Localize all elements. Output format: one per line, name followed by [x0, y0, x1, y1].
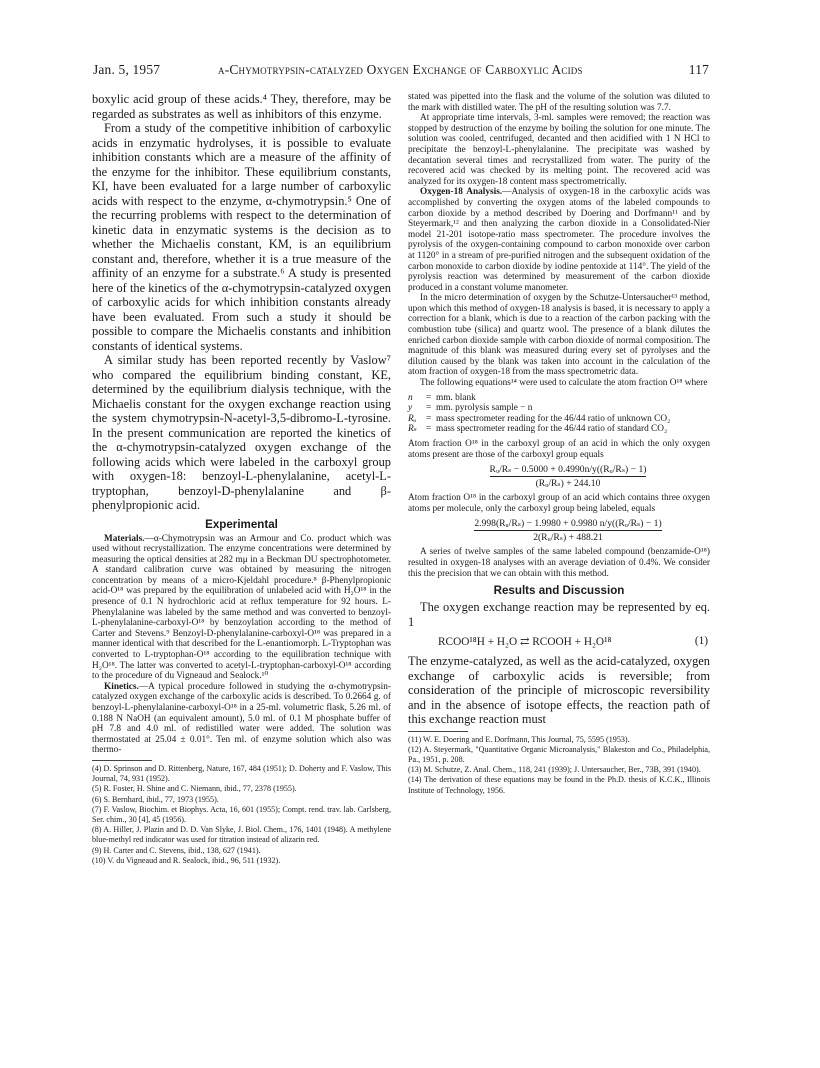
- definition-row: Rₛ = mass spectrometer reading for the 46/44 ratio of standard CO₂: [408, 424, 710, 435]
- paragraph: Atom fraction O¹⁸ in the carboxyl group of an acid in which the only oxygen atoms present are those of the carboxyl group equals: [408, 439, 710, 460]
- section-heading-experimental: Experimental: [205, 517, 278, 531]
- paragraph-text: —α-Chymotrypsin was an Armour and Co. product which was used without recrystallization. The enzyme concentrations were determined by measuring the optical densities at 282 mμ in a Beckman DU spectrophotometer. A standard calibration curve was obtained by measuring the nitrogen concentration by means of a micro-Kjeldahl procedure.⁸ β-Phenylpropionic acid-O¹⁸ was prepared by the equilibration of unlabeled acid with H₂O¹⁸ in the presence of 0.1 N hydrochloric acid at reflux temperature for 92 hours. L-Phenylalanine was labeled by the same method and was converted to benzoyl-L-phenylalanine-carboxyl-O¹⁸ by benzoylation according to the method of Carter and Stevens.⁹ Benzoyl-D-phenylalanine-carboxyl-O¹⁸ was prepared in a manner identical with that described for the L-enantiomorph. L-Tryptophan was converted to L-tryptophan-O¹⁸ according to the equilibration technique with H₂O¹⁸. The latter was converted to acetyl-L-tryptophan-carboxyl-O¹⁸ according to the procedure of du Vigneaud and Sealock.¹⁰: [92, 533, 391, 682]
- footnote: (7) F. Vaslow, Biochim. et Biophys. Acta, 16, 601 (1955); Compt. rend. trav. lab. Carlsberg, Ser. chim., 30 [4], 45 (1956).: [92, 804, 391, 824]
- reaction-equation: [438, 635, 708, 648]
- paragraph: In the micro determination of oxygen by the Schutze-Untersaucher¹³ method, upon which this method of oxygen-18 analysis is based, it is necessary to apply a correction for a blank, which is due to a reaction of the carbon packing with the combustion tube (silica) and quartz wool. The presence of a blank dilutes the enriched carbon dioxide sample with carbon dioxide of normal composition. The magnitude of this blank was measured during every set of pyrolyses and the dilution caused by the blank was taken into account in the calculation of the atom fraction of oxygen-18 from the mass spectrometric data.: [408, 293, 710, 378]
- symbol: n: [408, 392, 413, 403]
- definition-row: n = mm. blank: [408, 393, 710, 404]
- paragraph: The oxygen exchange reaction may be represented by eq. 1: [408, 600, 710, 629]
- reaction-formula: RCOO¹⁸H + H₂O ⇄ RCOOH + H₂O¹⁸: [438, 636, 612, 649]
- issue-date: Jan. 5, 1957: [93, 62, 161, 77]
- footnote-rule: [92, 760, 152, 761]
- footnote: (10) V. du Vigneaud and R. Sealock, ibid., 96, 511 (1932).: [92, 855, 281, 865]
- equation-numerator: 2.998(Rᵤ/Rₛ) − 1.9980 + 0.9980 n/y((Rᵤ/Rₛ) − 1): [474, 518, 662, 530]
- run-in-heading: Materials.: [104, 533, 145, 544]
- paragraph: Atom fraction O¹⁸ in the carboxyl group of an acid which contains three oxygen atoms per molecule, only the carboxyl group being labeled, equals: [408, 493, 710, 514]
- footnote: (11) W. E. Doering and E. Dorfmann, This Journal, 75, 5595 (1953).: [408, 734, 630, 744]
- paragraph: The enzyme-catalyzed, as well as the acid-catalyzed, oxygen exchange of carboxylic acids is reversible; from consideration of the principle of microscopic reversibility and in the absence of isotope effects, the reaction path of this exchange reaction must: [408, 654, 710, 727]
- running-title: α-Chymotrypsin-catalyzed Oxygen Exchange of Carboxylic Acids: [218, 62, 583, 77]
- paragraph-text: —Analysis of oxygen-18 in the carboxylic acids was accomplished by converting the oxygen atoms of the labeled compounds to carbon dioxide by a method described by Doering and Dorfmann¹¹ and by Steyermark,¹² and then analyzing the carbon dioxide in a Consolidated-Nier model 21-201 isotope-ratio mass spectrometer. The procedure involves the pyrolysis of the oxygen-containing compound to carbon monoxide over carbon at 1120° in a stream of pre-purified nitrogen and the subsequent oxidation of the carbon monoxide to carbon dioxide by iodine pentoxide at 114°. The yield of the pyrolysis reaction was determined by measurement of the carbon dioxide produced in a constant volume manometer.: [408, 187, 710, 293]
- left-column: [92, 92, 391, 866]
- symbol: Rₛ: [408, 424, 417, 435]
- definition-row: y = mm. pyrolysis sample − n: [408, 403, 710, 414]
- paragraph: From a study of the competitive inhibition of carboxylic acids in enzymatic hydrolyses, it is possible to evaluate inhibition constants which are a measure of the affinity of the enzyme for the inhibitor. These equilibrium constants, KI, have been evaluated for a large number of carboxylic acids with respect to the enzyme, α-chymotrypsin.⁵ One of the recurring problems with respect to the determination of kinetic data in enzymatic systems is the decision as to whether the Michaelis constant, KM, is an equilibrium constant and, therefore, whether it is a true measure of the affinity of an enzyme for a substrate.⁶ A study is presented here of the kinetics of the α-chymotrypsin-catalyzed oxygen of carboxylic acids for which inhibition constants already have been evaluated. From such a study it should be possible to compare the Michaelis constants and inhibition constants of identical systems.: [92, 121, 391, 353]
- section-heading-results: Results and Discussion: [493, 584, 625, 598]
- footnote: (14) The derivation of these equations may be found in the Ph.D. thesis of K.C.K., Illinois Institute of Technology, 1956.: [408, 775, 710, 795]
- paragraph-kinetics: [92, 682, 391, 756]
- equation-number: (1): [694, 635, 708, 648]
- paragraph: stated was pipetted into the flask and the volume of the solution was diluted to the mark with distilled water. The pH of the resulting solution was 7.7.: [408, 92, 710, 113]
- footnote-rule: [408, 731, 468, 732]
- definition: mm. pyrolysis sample − n: [436, 403, 533, 414]
- paragraph: boxylic acid group of these acids.⁴ They, therefore, may be regarded as substrates as well as inhibitors of this enzyme.: [92, 92, 391, 121]
- footnote: (4) D. Sprinson and D. Rittenberg, Nature, 167, 484 (1951); D. Doherty and F. Vaslow, This Journal, 74, 931 (1952).: [92, 763, 391, 784]
- running-header: [93, 62, 709, 84]
- paragraph: A series of twelve samples of the same labeled compound (benzamide-O¹⁸) resulted in oxygen-18 analyses with an average deviation of 0.4%. We consider this the precision that we can obtain with this method.: [408, 547, 710, 579]
- footnote: (9) H. Carter and C. Stevens, ibid., 138, 627 (1941).: [92, 845, 261, 855]
- equation-two-oxygen: [438, 464, 698, 489]
- equation-denominator: 2(Rᵤ/Rₛ) + 488.21: [533, 532, 603, 544]
- equation-denominator: (Rᵤ/Rₛ) + 244.10: [535, 478, 601, 490]
- paragraph-oxygen-analysis: [408, 187, 710, 293]
- symbol: Rᵤ: [408, 413, 417, 424]
- footnote: (8) A. Hiller, J. Plazin and D. D. Van Slyke, J. Biol. Chem., 176, 1401 (1948). A methylene blue-methyl red indicator was used for titration instead of alizarin red.: [92, 825, 391, 845]
- paragraph: At appropriate time intervals, 3-ml. samples were removed; the reaction was stopped by destruction of the enzyme by boiling the solution for one minute. The solution was cooled, centrifuged, decanted and then acidified with 1 N HCl to precipitate the benzoyl-L-phenylalanine. The precipitate was washed by decantation several times and recrystallized from water. The purity of the recovered acid was checked by its melting point. The recovered acid was analyzed for its oxygen-18 content mass spectrometrically.: [408, 113, 710, 187]
- right-column: [408, 92, 710, 796]
- equation-numerator: Rᵤ/Rₛ − 0.5000 + 0.4990n/y((Rᵤ/Rₛ) − 1): [489, 464, 647, 476]
- run-in-heading: Kinetics.: [104, 681, 139, 692]
- footnote: (13) M. Schutze, Z. Anal. Chem., 118, 241 (1939); J. Untersaucher, Ber., 73B, 391 (1940).: [408, 765, 701, 775]
- equation-three-oxygen: [438, 518, 698, 543]
- footnote: (6) S. Bernhard, ibid., 77, 1973 (1955).: [92, 794, 219, 804]
- paragraph-text: —A typical procedure followed in studying the α-chymotrypsin-catalyzed oxygen exchange of the carboxylic acids is described. To 0.2664 g. of benzoyl-L-phenylalanine-carboxyl-O¹⁸ in a 25-ml. volumetric flask, 5.26 ml. of 0.188 N NaOH (an equivalent amount), 5.0 ml. of 0.1 M phosphate buffer of pH 7.8 and 4.0 ml. of redistilled water were added. The solution was thermostated at 25.04 ± 0.01°. Ten ml. of enzyme solution which also was thermo-: [92, 681, 391, 756]
- footnote: (5) R. Foster, H. Shine and C. Niemann, ibid., 77, 2378 (1955).: [92, 784, 297, 794]
- paragraph: A similar study has been reported recently by Vaslow⁷ who compared the equilibrium binding constant, KE, determined by the equilibrium dialysis technique, with the Michaelis constant for the oxygen exchange reaction using the system chymotrypsin-N-acetyl-3,5-dibromo-L-tyrosine. In the present communication are reported the kinetics of the α-chymotrypsin-catalyzed oxygen exchange of the following acids which were labeled in the carboxyl group with oxygen-18: benzoyl-L-phenylalanine, acetyl-L-tryptophan, benzoyl-D-phenylalanine and β-phenylpropionic acid.: [92, 353, 391, 512]
- definition: mm. blank: [436, 392, 476, 403]
- page-number: 117: [688, 62, 709, 77]
- run-in-heading: Oxygen-18 Analysis.: [420, 187, 503, 198]
- symbol: y: [408, 403, 413, 414]
- definition-row: Rᵤ = mass spectrometer reading for the 46/44 ratio of unknown CO₂: [408, 414, 710, 425]
- footnote: (12) A. Steyermark, "Quantitative Organic Microanalysis," Blakeston and Co., Philadelphia, Pa., 1951, p. 208.: [408, 744, 710, 765]
- variable-definitions: [408, 393, 710, 435]
- definition: mass spectrometer reading for the 46/44 ratio of standard CO₂: [436, 424, 668, 435]
- definition: mass spectrometer reading for the 46/44 ratio of unknown CO₂: [436, 413, 671, 424]
- paragraph: The following equations¹⁴ were used to calculate the atom fraction O¹⁸ where: [420, 378, 708, 389]
- paragraph-materials: [92, 534, 391, 682]
